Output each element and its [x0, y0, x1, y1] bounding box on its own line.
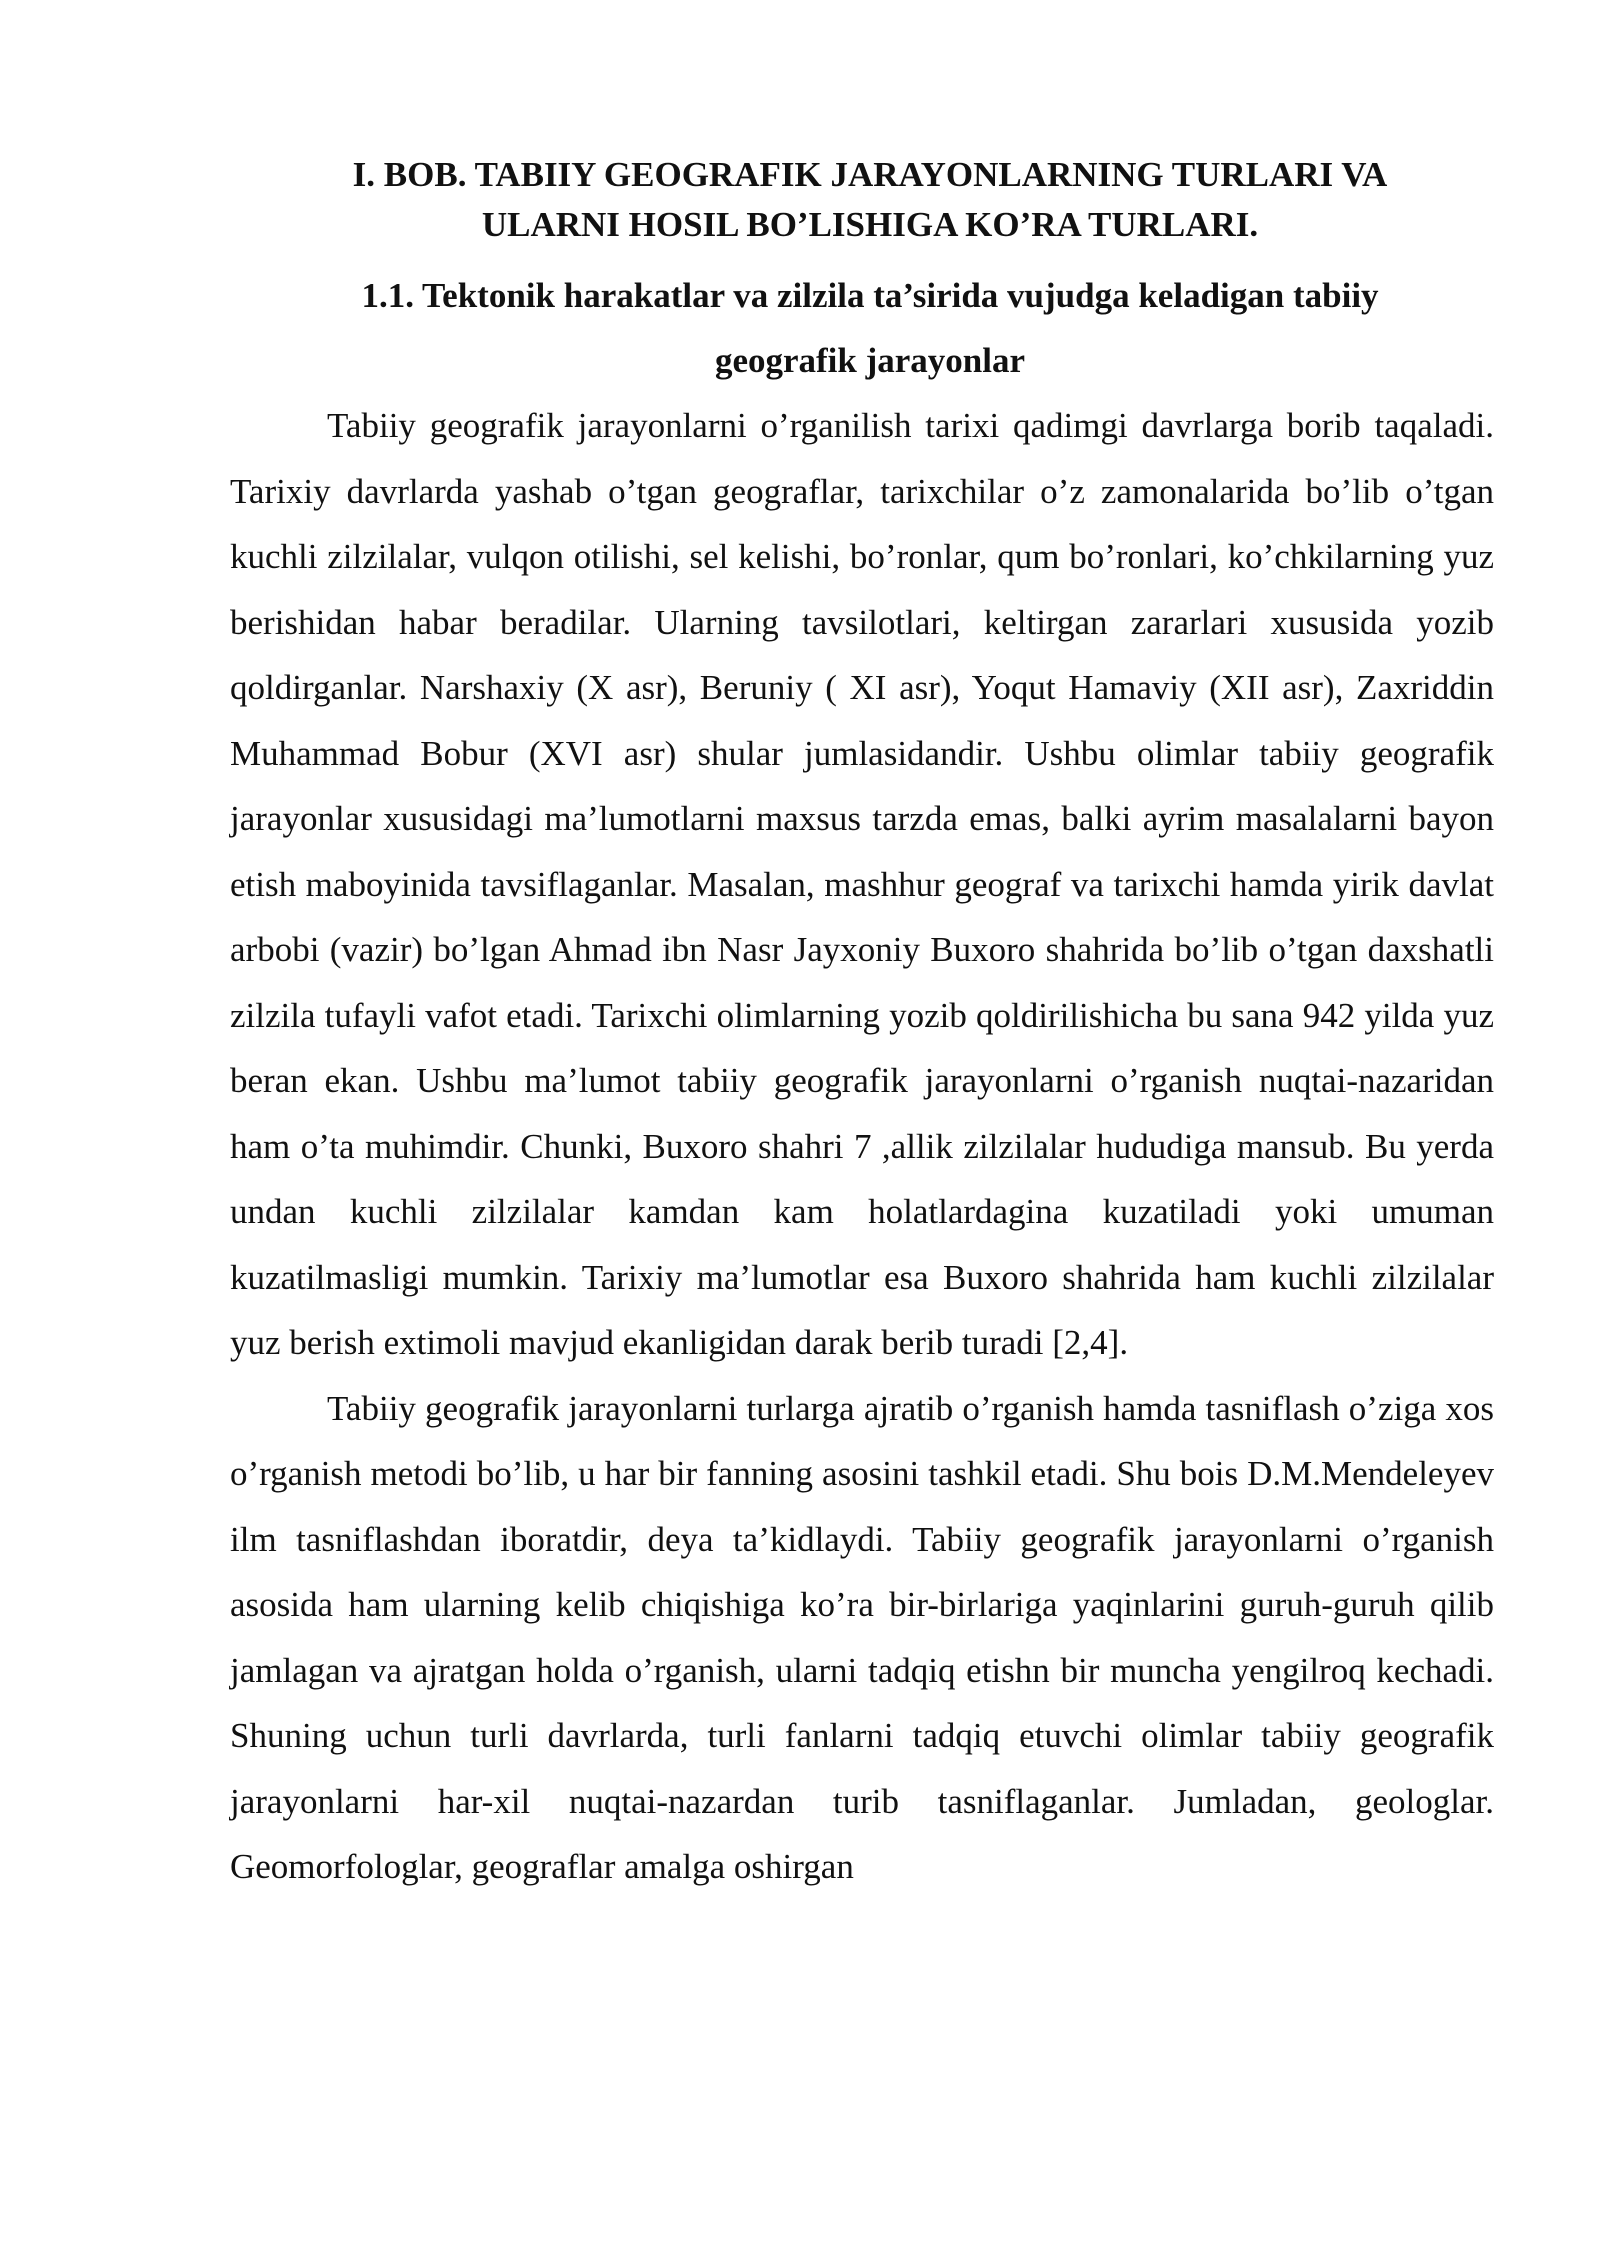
- paragraph-history: Tabiiy geografik jarayonlarni o’rganilish tarixi qadimgi davrlarga borib taqaladi. Tarixiy davrlarda yashab o’tgan geograflar, tarixchilar o’z zamonalarida bo’lib o’tgan kuchli zilzilalar, vulqon otilishi, sel kelishi, bo’ronlar, qum bo’ronlari, ko’chkilarning yuz berishidan habar beradilar. Ularning tavsilotlari, keltirgan zararlari xususida yozib qoldirganlar. Narshaxiy (X asr), Beruniy ( XI asr), Yoqut Hamaviy (XII asr), Zaxriddin Muhammad Bobur (XVI asr) shular jumlasidandir. Ushbu olimlar tabiiy geografik jarayonlar xususidagi ma’lumotlarni maxsus tarzda emas, balki ayrim masalalarni bayon etish maboyinida tavsiflaganlar. Masalan, mashhur geograf va tarixchi hamda yirik davlat arbobi (vazir) bo’lgan Ahmad ibn Nasr Jayxoniy Buxoro shahrida bo’lib o’tgan daxshatli zilzila tufayli vafot etadi. Tarixchi olimlarning yozib qoldirilishicha bu sana 942 yilda yuz beran ekan. Ushbu ma’lumot tabiiy geografik jarayonlarni o’rganish nuqtai-nazaridan ham o’ta muhimdir. Chunki, Buxoro shahri 7 ,allik zilzilalar hududiga mansub. Bu yerda undan kuchli zilzilalar kamdan kam holatlardagina kuzatiladi yoki umuman kuzatilmasligi mumkin. Tarixiy ma’lumotlar esa Buxoro shahrida ham kuchli zilzilalar yuz berish extimoli mavjud ekanligidan darak berib turadi [2,4].: [230, 406, 1494, 1362]
- chapter-title: [230, 150, 1494, 250]
- section-title: [230, 263, 1494, 393]
- document-page: [230, 150, 1494, 1900]
- chapter-title-line2: ULARNI HOSIL BO’LISHIGA KO’RA TURLARI.: [481, 205, 1259, 244]
- paragraph-classification: Tabiiy geografik jarayonlarni turlarga ajratib o’rganish hamda tasniflash o’ziga xos o’rganish metodi bo’lib, u har bir fanning asosini tashkil etadi. Shu bois D.M.Mendeleyev ilm tasniflashdan iboratdir, deya ta’kidlaydi. Tabiiy geografik jarayonlarni o’rganish asosida ham ularning kelib chiqishiga ko’ra bir-birlariga yaqinlarini guruh-guruh qilib jamlagan va ajratgan holda o’rganish, ularni tadqiq etishn bir muncha yengilroq kechadi. Shuning uchun turli davrlarda, turli fanlarni tadqiq etuvchi olimlar tabiiy geografik jarayonlarni har-xil nuqtai-nazardan turib tasniflaganlar. Jumladan, geologlar. Geomorfologlar, geograflar amalga oshirgan: [230, 1388, 1494, 1886]
- section-title-line1: 1.1. Tektonik harakatlar va zilzila ta’sirida vujudga keladigan tabiiy: [361, 276, 1379, 315]
- section-title-line2: geografik jarayonlar: [714, 341, 1026, 380]
- chapter-title-line1: I. BOB. TABIIY GEOGRAFIK JARAYONLARNING TURLARI VA: [352, 155, 1388, 194]
